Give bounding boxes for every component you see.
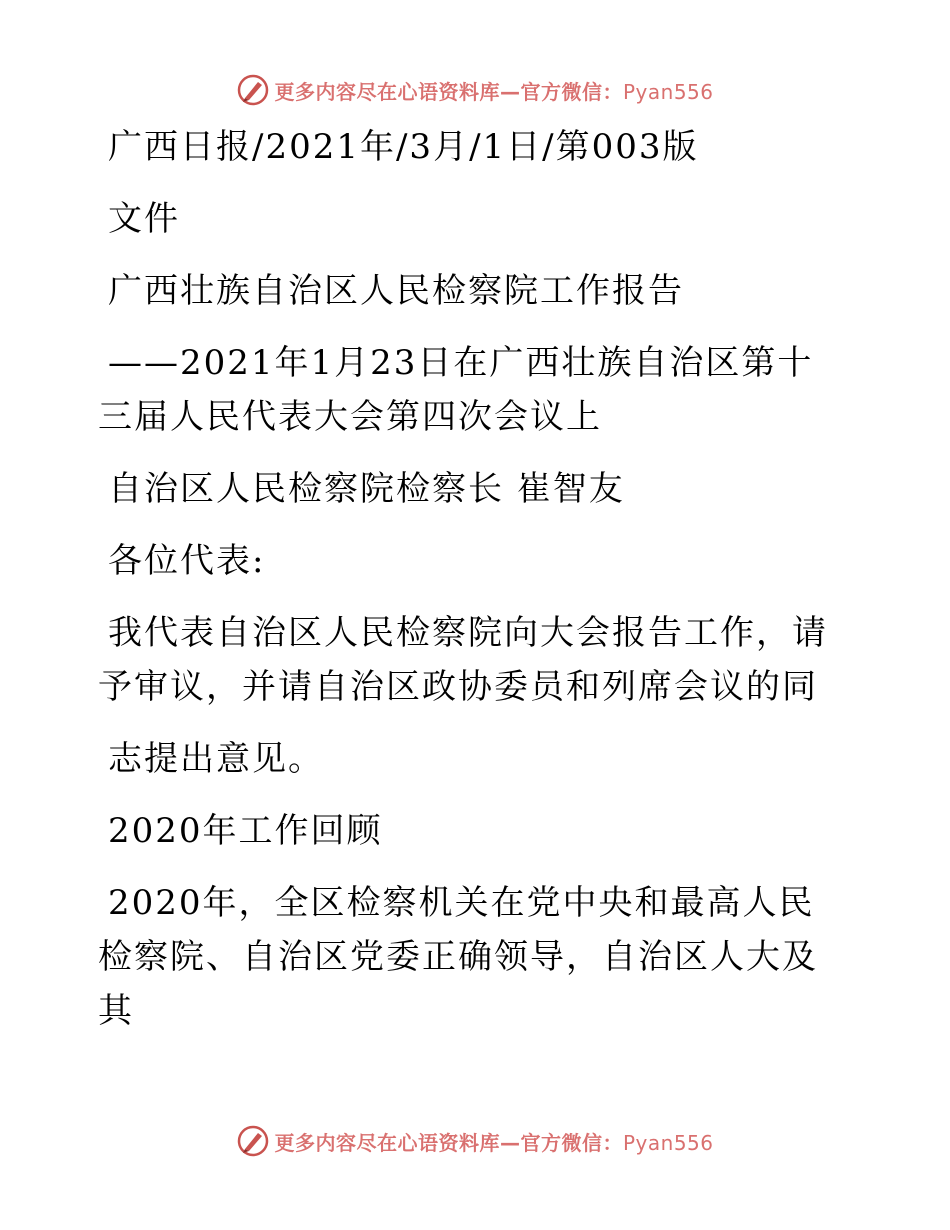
header-watermark xyxy=(0,70,950,110)
watermark-text: 更多内容尽在心语资料库—官方微信：Pyan556 xyxy=(274,1130,714,1155)
report-title: 广西壮族自治区人民检察院工作报告 xyxy=(108,271,684,311)
section-heading: 2020年工作回顾 xyxy=(108,811,383,851)
author-line: 自治区人民检察院检察长 崔智友 xyxy=(108,469,625,509)
pen-logo-icon xyxy=(236,73,270,107)
footer-watermark xyxy=(0,1121,950,1161)
publication-line: 广西日报/2021年/3月/1日/第003版 xyxy=(108,127,699,167)
body-paragraph: 志提出意见。 xyxy=(108,739,324,779)
pen-logo-icon xyxy=(236,1124,270,1158)
salutation: 各位代表: xyxy=(108,541,266,581)
body-paragraph: 2020年，全区检察机关在党中央和最高人民检察院、自治区党委正确领导，自治区人大及其 xyxy=(98,883,818,1031)
report-subtitle: ——2021年1月23日在广西壮族自治区第十三届人民代表大会第四次会议上 xyxy=(98,343,814,437)
document-body xyxy=(98,120,858,1056)
body-paragraph: 我代表自治区人民检察院向大会报告工作，请予审议，并请自治区政协委员和列席会议的同 xyxy=(98,613,828,707)
section-label: 文件 xyxy=(108,199,180,239)
watermark-text: 更多内容尽在心语资料库—官方微信：Pyan556 xyxy=(274,79,714,104)
